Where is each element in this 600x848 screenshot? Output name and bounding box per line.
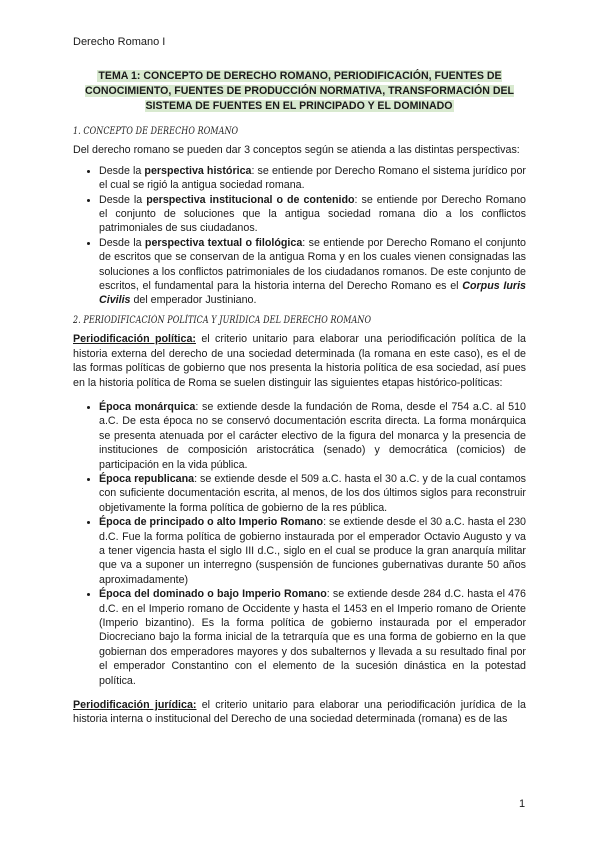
epochs-list <box>73 400 526 688</box>
list-item: • Época de principado o alto Imperio Romano: se extiende desde el 30 a.C. hasta el 230 d.C. Fue la forma política de gobierno instaurada por el emperador Octavio Augusto y va a tener vigencia hasta el siglo III d.C., siglo en el cual se produce la gran anarquía militar que va a suponer un interregno (suspensión de funciones gubernativas durante 50 años aproximadamente) <box>99 515 526 587</box>
list-item: • Época monárquica: se extiende desde la fundación de Roma, desde el 754 a.C. al 510 a.C. De esta época no se conservó documentación escrita directa. La forma monárquica se presenta atenuada por el carácter electivo de la figura del monarca y la presencia de instituciones de composición aristocrática (senado) y democrática (comicios) de participación en la vida pública. <box>99 400 526 472</box>
periodificacion-politica-paragraph: Periodificación política: el criterio unitario para elaborar una periodificación política de la historia externa del derecho de una sociedad determinada (la romana en este caso), es el de las formas políticas de gobierno que nos presenta la historia política de esa sociedad, así pues en la historia política de Roma se suelen distinguir las siguientes etapas histórico-políticas: <box>73 333 526 389</box>
section-1-heading: 1. CONCEPTO DE DERECHO ROMANO <box>73 126 239 137</box>
list-item: • Época del dominado o bajo Imperio Romano: se extiende desde 284 d.C. hasta el 476 d.C. en el Imperio romano de Occidente y hasta el 1453 en el Imperio romano de Oriente (Imperio bizantino). Es la forma política de gobierno instaurada por el emperador Diocreciano bajo la forma inicial de la tetrarquía que es una forma de gobierno en la que gobiernan dos emperadores mayores y dos subalternos y llevada a su resultado final por el emperador Constantino con el elemento de la sucesión dinástica en la potestad política. <box>99 587 526 688</box>
list-item: • Desde la perspectiva textual o filológica: se entiende por Derecho Romano el conjunto de escritos que se conservan de la antigua Roma y en los cuales vienen consignadas las soluciones a los conflictos patrimoniales de los ciudadanos romanos. De este conjunto de escritos, el fundamental para la historia interna del Derecho Romano es el Corpus Iuris Civilis del emperador Justiniano. <box>99 236 526 308</box>
concepts-list <box>73 164 526 308</box>
title-text: TEMA 1: CONCEPTO DE DERECHO ROMANO, PERIODIFICACIÓN, FUENTES DE CONOCIMIENTO, FUENTES DE PRODUCCIÓN NORMATIVA, TRANSFORMACIÓN DEL SISTEMA DE FUENTES EN EL PRINCIPADO Y EL DOMINADO <box>84 70 515 112</box>
list-item: • Desde la perspectiva histórica: se entiende por Derecho Romano el sistema jurídico por el cual se rigió la antigua sociedad romana. <box>99 164 526 193</box>
page-number: 1 <box>519 798 526 810</box>
list-item: • Época republicana: se extiende desde el 509 a.C. hasta el 30 a.C. y de la cual contamos con suficiente documentación escrita, al menos, de los dos últimos siglos para reconstruir objetivamente la forma política de gobierno de la res pública. <box>99 472 526 515</box>
page-header: Derecho Romano I <box>73 36 166 48</box>
list-item: • Desde la perspectiva institucional o de contenido: se entiende por Derecho Romano el conjunto de soluciones que la antigua sociedad romana dio a los conflictos patrimoniales de sus ciudadanos. <box>99 193 526 236</box>
section-2-heading: 2. PERIODIFICACIÓN POLÍTICA Y JURÍDICA DEL DERECHO ROMANO <box>73 314 372 326</box>
document-body <box>73 125 526 727</box>
document-title <box>73 69 526 114</box>
section-1-intro: Del derecho romano se pueden dar 3 conceptos según se atienda a las distintas perspectivas: <box>73 144 520 157</box>
periodificacion-juridica-paragraph: Periodificación jurídica: el criterio unitario para elaborar una periodificación jurídica de la historia interna o institucional del Derecho de una sociedad determinada (romana) es de las <box>73 699 526 726</box>
